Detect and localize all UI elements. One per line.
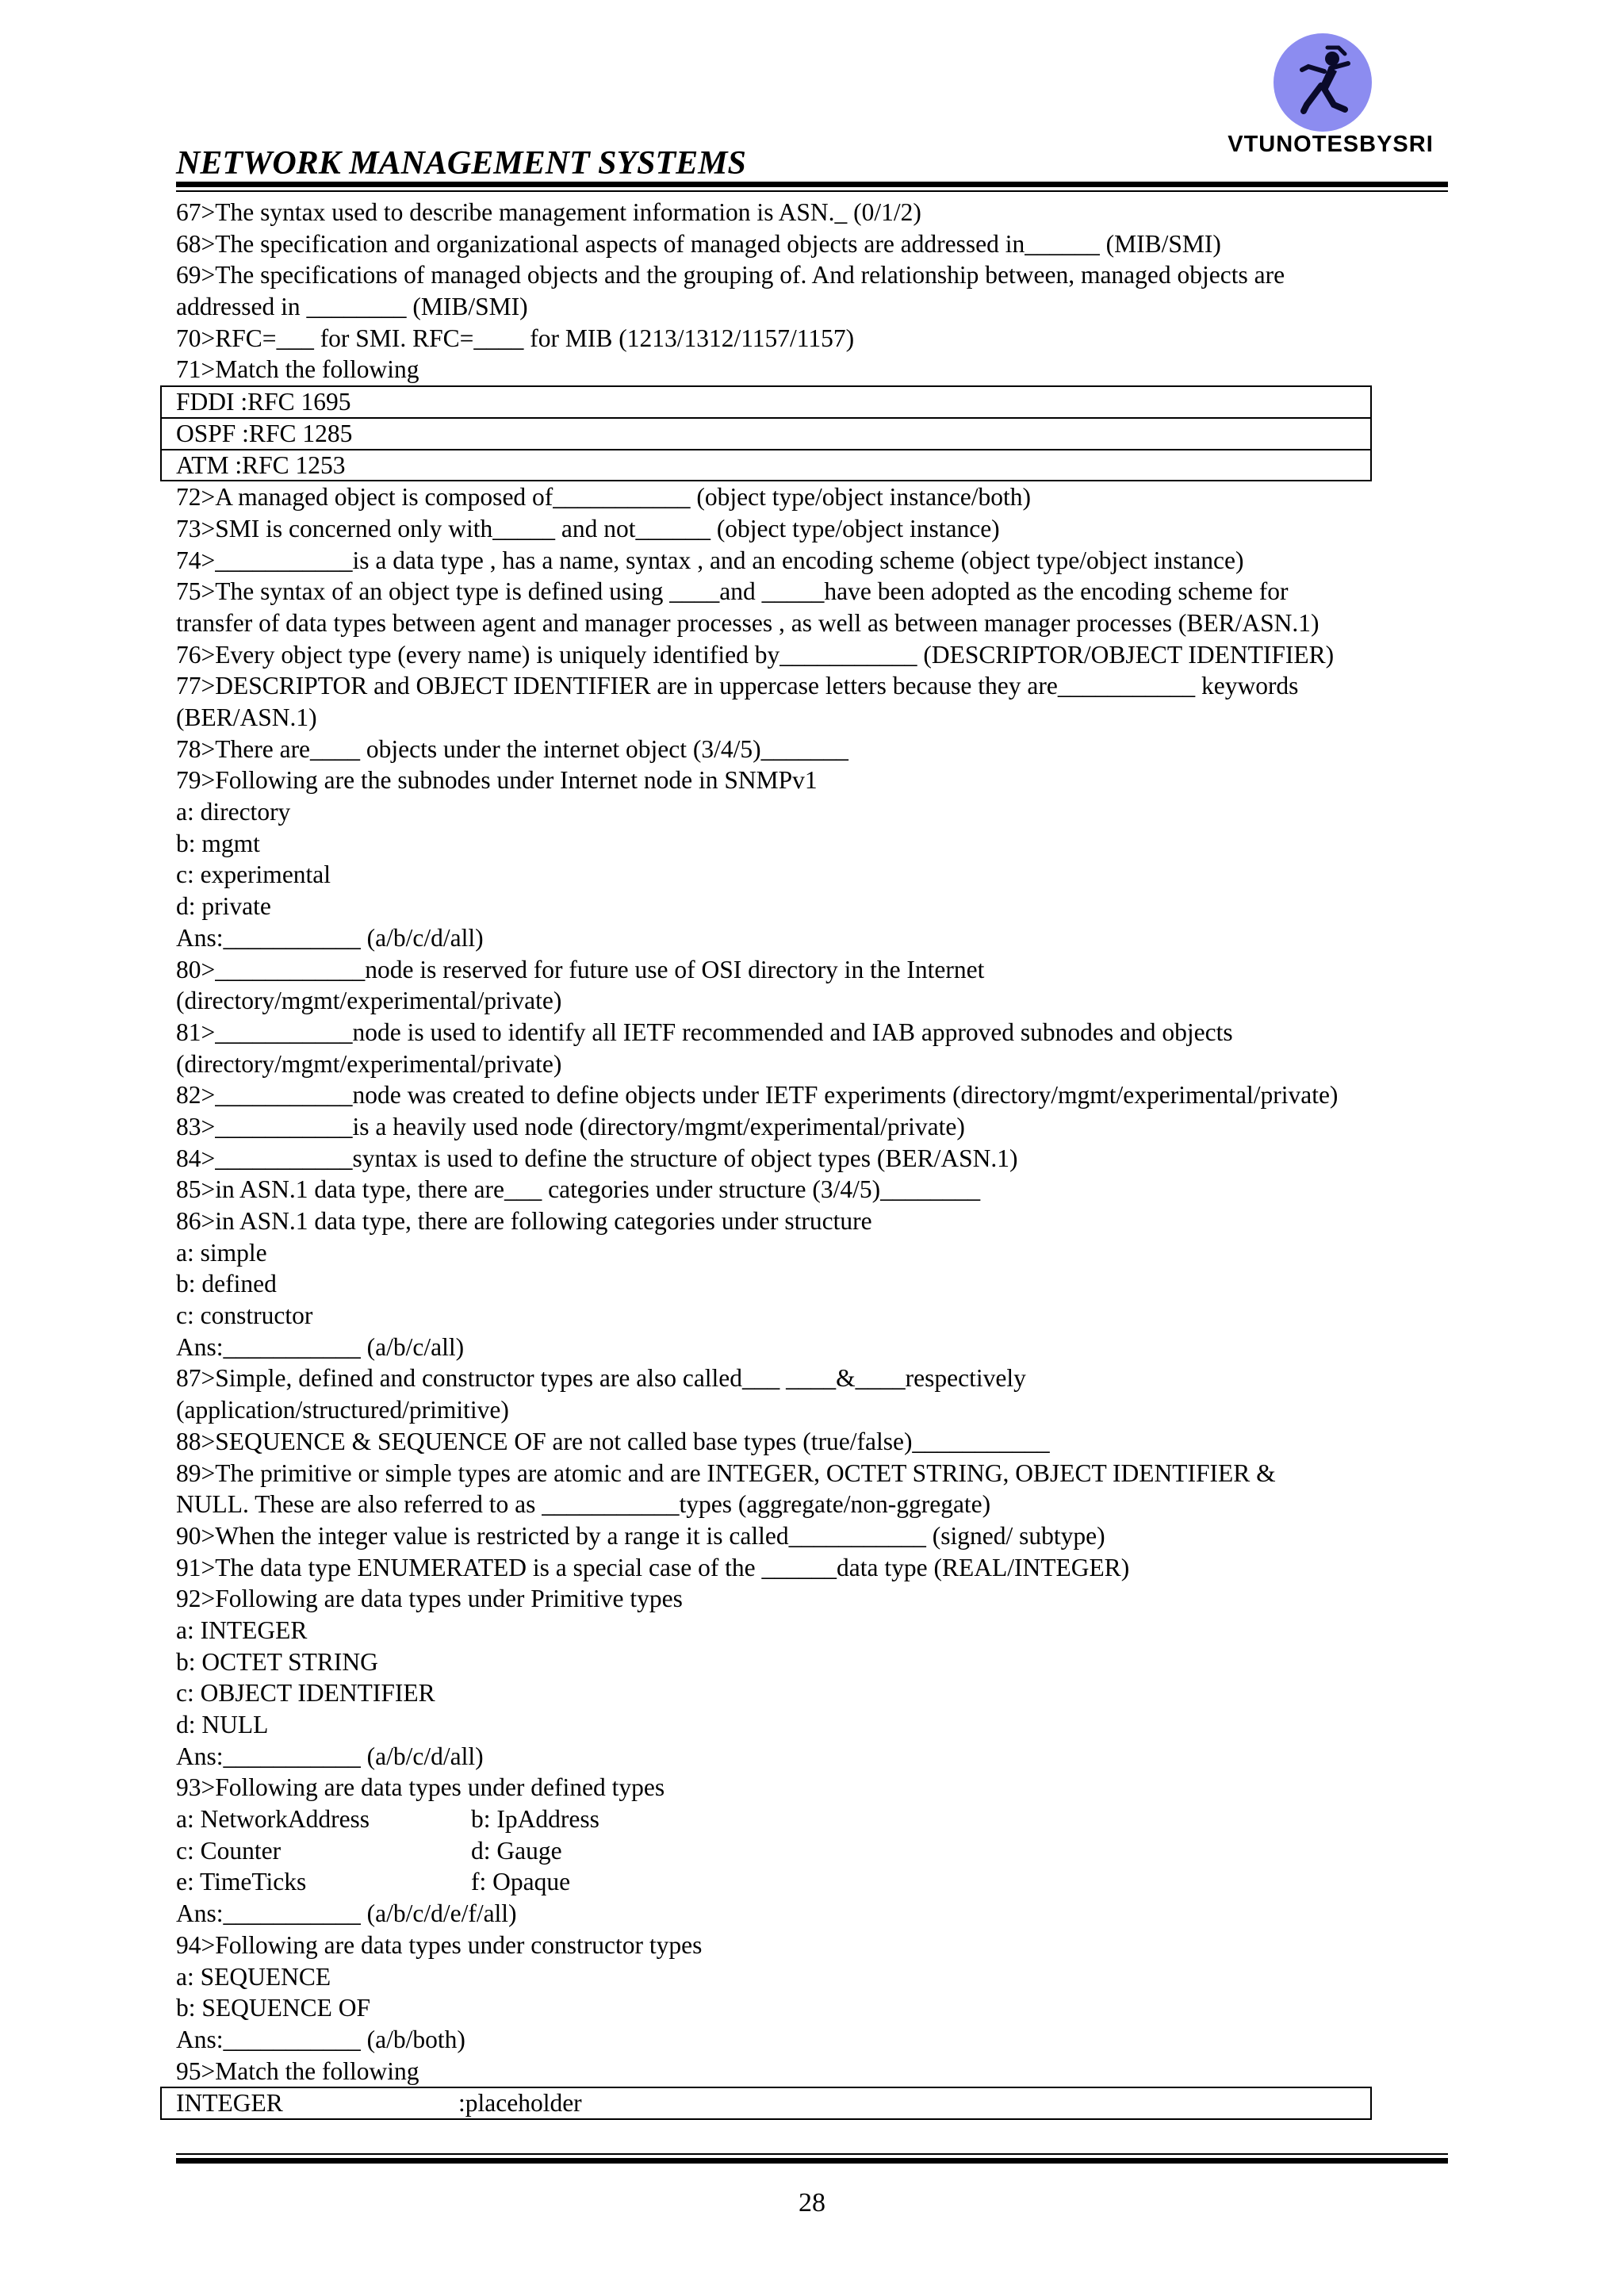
table-row xyxy=(161,386,1371,418)
option-left: a: NetworkAddress xyxy=(176,1805,370,1834)
brand-name: VTUNOTESBYSRI xyxy=(1228,132,1434,157)
option-left: c: Counter xyxy=(176,1836,282,1865)
text-line: 87>Simple, defined and constructor types are also called___ ____&____respectively xyxy=(176,1364,1026,1393)
text-line: b: OCTET STRING xyxy=(176,1647,378,1676)
text-line: c: experimental xyxy=(176,861,331,889)
text-line: d: private xyxy=(176,892,271,921)
text-line: NULL. These are also referred to as ___________types (aggregate/non-ggregate) xyxy=(176,1490,991,1519)
text-line: 86>in ASN.1 data type, there are following categories under structure xyxy=(176,1207,872,1236)
option-right: d: Gauge xyxy=(471,1836,562,1865)
text-line: Ans:___________ (a/b/c/d/all) xyxy=(176,923,484,952)
text-line: 67>The syntax used to describe management information is ASN._ (0/1/2) xyxy=(176,198,921,226)
text-line: 71>Match the following xyxy=(176,355,419,384)
option-left: e: TimeTicks xyxy=(176,1868,307,1896)
text-line: 74>___________is a data type , has a name, syntax , and an encoding scheme (object type/object instance) xyxy=(176,546,1244,574)
header-rule-thick xyxy=(176,182,1448,187)
match-table xyxy=(160,2087,1372,2120)
text-line: 72>A managed object is composed of___________ (object type/object instance/both) xyxy=(176,483,1032,512)
page-number: 28 xyxy=(799,2188,825,2217)
option-pair xyxy=(176,1803,1461,1835)
text-line: 81>___________node is used to identify all IETF recommended and IAB approved subnodes and objects xyxy=(176,1018,1233,1046)
text-line: 82>___________node was created to define objects under IETF experiments (directory/mgmt/experimental/private) xyxy=(176,1081,1339,1110)
footer-rule-thick xyxy=(176,2158,1448,2164)
text-line: a: SEQUENCE xyxy=(176,1962,331,1991)
text-line: 94>Following are data types under constructor types xyxy=(176,1930,703,1959)
option-pair xyxy=(176,1835,1461,1867)
text-line: 80>____________node is reserved for future use of OSI directory in the Internet xyxy=(176,955,985,983)
text-line: addressed in ________ (MIB/SMI) xyxy=(176,293,528,321)
text-line: b: SEQUENCE OF xyxy=(176,1994,371,2022)
text-line: (BER/ASN.1) xyxy=(176,703,317,732)
table-row xyxy=(161,2087,1371,2119)
table-cell: ATM :RFC 1253 xyxy=(161,450,1371,481)
text-line: 88>SEQUENCE & SEQUENCE OF are not called base types (true/false)___________ xyxy=(176,1427,1050,1455)
table-cell: FDDI :RFC 1695 xyxy=(161,386,1371,418)
option-pair xyxy=(176,1866,1461,1898)
question-list xyxy=(176,197,1461,2120)
text-line: Ans:___________ (a/b/c/all) xyxy=(176,1332,465,1361)
text-line: 76>Every object type (every name) is uniquely identified by___________ (DESCRIPTOR/OBJECT IDENTIFIER) xyxy=(176,640,1335,669)
text-line: 70>RFC=___ for SMI. RFC=____ for MIB (1213/1312/1157/1157) xyxy=(176,324,855,352)
text-line: a: INTEGER xyxy=(176,1616,308,1644)
text-line: (application/structured/primitive) xyxy=(176,1396,509,1424)
option-right: f: Opaque xyxy=(471,1868,571,1896)
text-line: 90>When the integer value is restricted by a range it is called___________ (signed/ subtype) xyxy=(176,1521,1105,1550)
text-line: 92>Following are data types under Primitive types xyxy=(176,1585,683,1613)
text-line: 77>DESCRIPTOR and OBJECT IDENTIFIER are in uppercase letters because they are___________ keywords xyxy=(176,672,1299,700)
text-line: d: NULL xyxy=(176,1711,269,1739)
text-line: 68>The specification and organizational aspects of managed objects are addressed in______ (MIB/SMI) xyxy=(176,229,1221,258)
table-row xyxy=(161,450,1371,481)
header-rule-thin xyxy=(176,190,1448,192)
text-line: 84>___________syntax is used to define the structure of object types (BER/ASN.1) xyxy=(176,1144,1018,1172)
table-row xyxy=(161,418,1371,450)
document-title: NETWORK MANAGEMENT SYSTEMS xyxy=(176,145,746,182)
table-cell: OSPF :RFC 1285 xyxy=(161,418,1371,450)
text-line: Ans:___________ (a/b/c/d/all) xyxy=(176,1742,484,1770)
text-line: c: OBJECT IDENTIFIER xyxy=(176,1679,435,1708)
text-line: 75>The syntax of an object type is defined using ____and _____have been adopted as the encoding scheme for xyxy=(176,577,1289,606)
match-value: :placeholder xyxy=(458,2089,582,2118)
text-line: b: defined xyxy=(176,1270,277,1298)
climber-logo-icon xyxy=(1272,32,1373,133)
footer-rule-thin xyxy=(176,2153,1448,2155)
text-line: 83>___________is a heavily used node (directory/mgmt/experimental/private) xyxy=(176,1112,965,1140)
text-line: 85>in ASN.1 data type, there are___ categories under structure (3/4/5)________ xyxy=(176,1175,981,1204)
text-line: 78>There are____ objects under the internet object (3/4/5)_______ xyxy=(176,734,848,763)
text-line: 91>The data type ENUMERATED is a special case of the ______data type (REAL/INTEGER) xyxy=(176,1553,1130,1581)
text-line: 73>SMI is concerned only with_____ and not______ (object type/object instance) xyxy=(176,514,1000,542)
text-line: a: directory xyxy=(176,798,291,826)
text-line: Ans:___________ (a/b/both) xyxy=(176,2025,465,2053)
table-cell xyxy=(161,2087,1371,2119)
text-line: Ans:___________ (a/b/c/d/e/f/all) xyxy=(176,1899,517,1928)
text-line: 69>The specifications of managed objects and the grouping of. And relationship between, managed objects are xyxy=(176,261,1285,289)
option-right: b: IpAddress xyxy=(471,1805,599,1834)
text-line: c: constructor xyxy=(176,1301,313,1330)
text-line: 95>Match the following xyxy=(176,2056,419,2085)
text-line: 93>Following are data types under defined types xyxy=(176,1773,665,1802)
text-line: a: simple xyxy=(176,1238,267,1267)
match-key: INTEGER xyxy=(176,2089,283,2118)
text-line: 89>The primitive or simple types are atomic and are INTEGER, OCTET STRING, OBJECT IDENTIFIER & xyxy=(176,1458,1276,1487)
text-line: transfer of data types between agent and manager processes , as well as between manager processes (BER/ASN.1) xyxy=(176,608,1320,637)
text-line: (directory/mgmt/experimental/private) xyxy=(176,1049,562,1078)
match-table xyxy=(160,385,1372,481)
text-line: (directory/mgmt/experimental/private) xyxy=(176,987,562,1015)
text-line: 79>Following are the subnodes under Internet node in SNMPv1 xyxy=(176,766,818,795)
text-line: b: mgmt xyxy=(176,829,260,857)
